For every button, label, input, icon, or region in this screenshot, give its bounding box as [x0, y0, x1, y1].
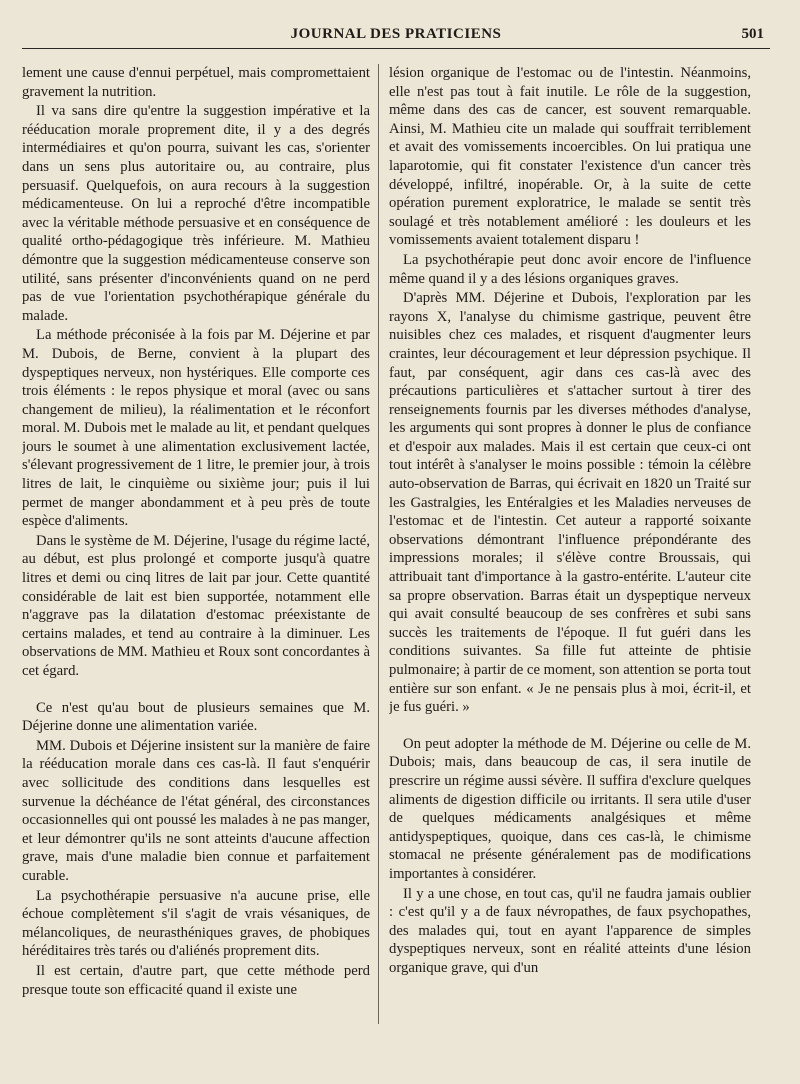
page-header [22, 20, 770, 49]
paragraph: La psychothérapie peut donc avoir encore de l'influence même quand il y a des lésions organiques graves. [389, 251, 751, 287]
paragraph: Ce n'est qu'au bout de plusieurs semaines que M. Déjerine donne une alimentation variée. [22, 699, 370, 735]
journal-title: JOURNAL DES PRATICIENS [290, 26, 502, 42]
right-column [389, 64, 751, 1076]
column-divider [378, 64, 379, 1024]
left-column [22, 64, 370, 1076]
paragraph: Il est certain, d'autre part, que cette méthode perd presque toute son efficacité quand il existe une [22, 962, 370, 998]
paragraph: La méthode préconisée à la fois par M. Déjerine et par M. Dubois, de Berne, convient à la plupart des dyspeptiques nerveux, non hystériques. Elle comporte ces trois éléments : le repos physique et moral (avec ou sans changement de milieu), la réalimentation et le réconfort moral. M. Dubois met le malade au lit, et pendant quelques jours le soumet à une alimentation exclusivement lactée, s'élevant progressivement de 1 litre, le premier jour, à trois litres de lait, le cinquième ou sixième jour; puis il lui permet de manger abondamment et à peu près de toute espèce d'aliments. [22, 327, 370, 530]
paragraph: lement une cause d'ennui perpétuel, mais compromettaient gravement la nutrition. [22, 65, 370, 100]
paragraph: On peut adopter la méthode de M. Déjerine ou celle de M. Dubois; mais, dans beaucoup de cas, il sera inutile de prescrire un régime aussi sévère. Il suffira d'exclure quelques aliments de digestion difficile ou irritants. Il sera utile d'user de quelques médicaments analgésiques et même antidyspeptiques, quoique, dans ces cas-là, le chimisme stomacal ne présente généralement pas de modifications importantes à considérer. [389, 735, 751, 882]
paragraph: La psychothérapie persuasive n'a aucune prise, elle échoue complètement s'il s'agit de vrais vésaniques, de mélancoliques, de neurasthéniques graves, de phobiques héréditaires très tarés ou d'aliénés proprement dits. [22, 887, 370, 960]
paragraph: MM. Dubois et Déjerine insistent sur la manière de faire la rééducation morale dans ces cas-là. Il faut s'enquérir avec sollicitude des conditions dans lesquelles est survenue la déchéance de l'état général, des circonstances occasionnelles qui ont poussé les malades à ne pas manger, et leur démontrer qu'ils ne sont atteints d'aucune affection grave, mais d'une maladie bien connue et parfaitement curable. [22, 737, 370, 884]
paragraph: Il va sans dire qu'entre la suggestion impérative et la rééducation morale proprement dite, il y a des degrés intermédiaires et qu'on pourra, suivant les cas, s'orienter dans un sens plus autoritaire ou, au contraire, plus persuasif. Quelquefois, on aura recours à la suggestion médicamenteuse. On lui a reproché d'être incompatible avec la véritable méthode persuasive et en conséquence de qualité ortho-pédagogique très inférieure. M. Mathieu démontre que la suggestion médicamenteuse conserve son utilité, sans présenter d'inconvénients quand on ne perd pas de vue l'orientation psychothérapique générale du malade. [22, 103, 370, 324]
page-number: 501 [741, 26, 764, 42]
paragraph: Il y a une chose, en tout cas, qu'il ne faudra jamais oublier : c'est qu'il y a de faux névropathes, de faux psychopathes, des malades qui, tout en ayant l'apparence de simples dyspeptiques nerveux, sont en réalité atteints d'une lésion organique grave, qui d'un [389, 885, 751, 976]
paragraph: Dans le système de M. Déjerine, l'usage du régime lacté, au début, est plus prolongé et comporte jusqu'à quatre litres et demi ou cinq litres de lait par jour. Cette quantité considérable de lait est bien supportée, notamment elle n'aggrave pas la dilatation d'estomac préexistante de certains malades, et tend au contraire à la diminuer. Les observations de MM. Mathieu et Roux sont concordantes à cet égard. [22, 532, 370, 679]
paragraph: lésion organique de l'estomac ou de l'intestin. Néanmoins, elle n'est pas tout à fait inutile. Le rôle de la suggestion, même dans des cas de cancer, est souvent remarquable. Ainsi, M. Mathieu cite un malade qui souffrait terriblement et avait des vomissements incoercibles. On lui pratiqua une laparotomie, qui fit constater l'existence d'un cancer très développé, infiltré, inopérable. Or, à la suite de cette opération purement exploratrice, le malade se sentit très soulagé et très notablement amélioré : les douleurs et les vomissements avaient totalement disparu ! [389, 65, 751, 249]
paragraph: D'après MM. Déjerine et Dubois, l'exploration par les rayons X, l'analyse du chimisme gastrique, peuvent être nuisibles chez ces malades, et risquent d'augmenter leurs craintes, leur découragement et leur dépression psychique. Il faut, par conséquent, agir dans ces cas-là avec des précautions particulières et s'attacher surtout à tirer des renseignements fournis par les diverses méthodes d'analyse, les arguments qui sont propres à donner le plus de confiance et d'espoir aux malades. Mais il est certain que ceux-ci ont tout intérêt à s'analyser le moins possible : témoin la célèbre auto-observation de Barras, qui écrivait en 1820 un Traité sur les Gastralgies, les Entéralgies et les Maladies nerveuses de l'estomac et de l'intestin. Cet auteur a rapporté soixante observations démontrant l'influence prépondérante des impressions morales; il s'élève contre Broussais, qui attribuait tant d'importance à la gastro-entérite. L'auteur cite sa propre observation. Barras était un dyspeptique nerveux qui avait consulté beaucoup de ses confrères et subi sans succès les traitements de l'époque. Il fut guéri dans les conditions suivantes. Sa fille fut atteinte de phtisie pulmonaire; à partir de ce moment, son attention se porta tout entière sur son enfant. « Je ne pensais plus à moi, écrit-il, et je fus guéri. » [389, 290, 751, 716]
